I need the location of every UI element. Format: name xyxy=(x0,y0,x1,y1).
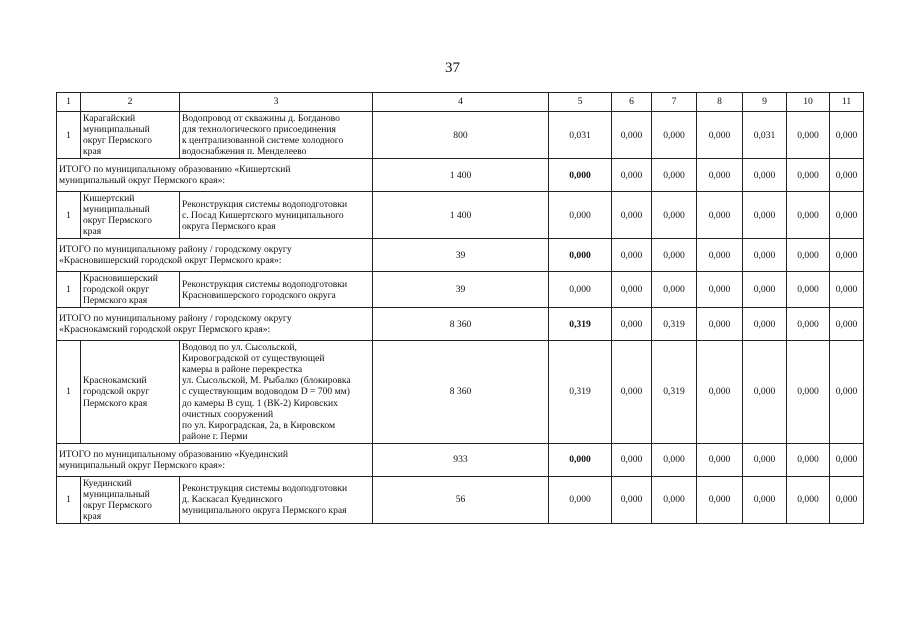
value-cell-c11: 0,000 xyxy=(830,443,864,476)
value-cell-c11: 0,000 xyxy=(830,192,864,239)
value-cell-c4: 39 xyxy=(373,239,549,272)
object-cell: Реконструкция системы водоподготовки с. Посад Кишертского муниципального округа Пермского края xyxy=(180,192,373,239)
header-row xyxy=(57,93,864,112)
value-cell-c5: 0,000 xyxy=(549,476,612,523)
value-cell-c8: 0,000 xyxy=(697,112,743,159)
value-cell-c11: 0,000 xyxy=(830,476,864,523)
value-cell-c8: 0,000 xyxy=(697,308,743,341)
municipality-cell: Красновишерский городской округ Пермского края xyxy=(81,272,180,308)
municipality-cell: Куединский муниципальный округ Пермского края xyxy=(81,476,180,523)
table-row xyxy=(57,112,864,159)
value-cell-c10: 0,000 xyxy=(787,272,830,308)
subtotal-label: ИТОГО по муниципальному району / городскому округу «Краснокамский городской округ Пермского края»: xyxy=(57,308,373,341)
value-cell-c10: 0,000 xyxy=(787,159,830,192)
row-number: 1 xyxy=(57,112,81,159)
value-cell-c4: 56 xyxy=(373,476,549,523)
object-cell: Реконструкция системы водоподготовки Красновишерского городского округа xyxy=(180,272,373,308)
value-cell-c10: 0,000 xyxy=(787,443,830,476)
column-header: 8 xyxy=(697,93,743,112)
value-cell-c4: 8 360 xyxy=(373,308,549,341)
object-cell: Водопровод от скважины д. Богданово для технологического присоединения к централизованной системе холодного водоснабжения п. Менделеево xyxy=(180,112,373,159)
value-cell-c8: 0,000 xyxy=(697,159,743,192)
value-cell-c4: 933 xyxy=(373,443,549,476)
value-cell-c4: 1 400 xyxy=(373,192,549,239)
subtotal-row xyxy=(57,443,864,476)
column-header: 2 xyxy=(81,93,180,112)
value-cell-c7: 0,000 xyxy=(652,239,697,272)
column-header: 1 xyxy=(57,93,81,112)
column-header: 9 xyxy=(743,93,787,112)
row-number: 1 xyxy=(57,476,81,523)
value-cell-c5: 0,000 xyxy=(549,192,612,239)
value-cell-c6: 0,000 xyxy=(612,192,652,239)
table-row xyxy=(57,476,864,523)
municipality-cell: Карагайский муниципальный округ Пермского края xyxy=(81,112,180,159)
value-cell-c11: 0,000 xyxy=(830,112,864,159)
object-cell: Водовод по ул. Сысольской, Кировоградской от существующей камеры в районе перекрестка ул. Сысольской, М. Рыбалко (блокировка с существующим водоводом D = 700 мм) до камеры В сущ. 1 (ВК-2) Кировских очистных сооружений по ул. Кироградская, 2а, в Кировском районе г. Перми xyxy=(180,341,373,443)
column-header: 11 xyxy=(830,93,864,112)
value-cell-c8: 0,000 xyxy=(697,341,743,443)
value-cell-c4: 8 360 xyxy=(373,341,549,443)
data-table xyxy=(56,92,864,524)
row-number: 1 xyxy=(57,272,81,308)
value-cell-c9: 0,000 xyxy=(743,341,787,443)
value-cell-c7: 0,319 xyxy=(652,341,697,443)
column-header: 3 xyxy=(180,93,373,112)
column-header: 4 xyxy=(373,93,549,112)
value-cell-c6: 0,000 xyxy=(612,272,652,308)
row-number: 1 xyxy=(57,192,81,239)
value-cell-c5: 0,031 xyxy=(549,112,612,159)
value-cell-c9: 0,000 xyxy=(743,159,787,192)
value-cell-c7: 0,000 xyxy=(652,112,697,159)
value-cell-c5: 0,000 xyxy=(549,443,612,476)
municipality-cell: Краснокамский городской округ Пермского края xyxy=(81,341,180,443)
value-cell-c5: 0,319 xyxy=(549,341,612,443)
value-cell-c5: 0,319 xyxy=(549,308,612,341)
value-cell-c9: 0,000 xyxy=(743,308,787,341)
value-cell-c9: 0,000 xyxy=(743,272,787,308)
subtotal-label: ИТОГО по муниципальному району / городскому округу «Красновишерский городской округ Пермского края»: xyxy=(57,239,373,272)
value-cell-c8: 0,000 xyxy=(697,192,743,239)
table-row xyxy=(57,272,864,308)
value-cell-c6: 0,000 xyxy=(612,112,652,159)
value-cell-c7: 0,000 xyxy=(652,192,697,239)
value-cell-c5: 0,000 xyxy=(549,272,612,308)
table-row xyxy=(57,192,864,239)
subtotal-row xyxy=(57,159,864,192)
value-cell-c10: 0,000 xyxy=(787,308,830,341)
column-header: 6 xyxy=(612,93,652,112)
value-cell-c11: 0,000 xyxy=(830,341,864,443)
page-number: 37 xyxy=(445,60,460,76)
value-cell-c9: 0,000 xyxy=(743,443,787,476)
value-cell-c10: 0,000 xyxy=(787,476,830,523)
value-cell-c7: 0,000 xyxy=(652,159,697,192)
value-cell-c4: 800 xyxy=(373,112,549,159)
value-cell-c5: 0,000 xyxy=(549,239,612,272)
value-cell-c6: 0,000 xyxy=(612,476,652,523)
value-cell-c11: 0,000 xyxy=(830,159,864,192)
value-cell-c9: 0,000 xyxy=(743,476,787,523)
value-cell-c10: 0,000 xyxy=(787,341,830,443)
value-cell-c9: 0,000 xyxy=(743,192,787,239)
row-number: 1 xyxy=(57,341,81,443)
table-row xyxy=(57,341,864,443)
value-cell-c11: 0,000 xyxy=(830,308,864,341)
value-cell-c7: 0,000 xyxy=(652,443,697,476)
subtotal-label: ИТОГО по муниципальному образованию «Куединский муниципальный округ Пермского края»: xyxy=(57,443,373,476)
value-cell-c4: 1 400 xyxy=(373,159,549,192)
value-cell-c11: 0,000 xyxy=(830,239,864,272)
value-cell-c6: 0,000 xyxy=(612,308,652,341)
value-cell-c10: 0,000 xyxy=(787,239,830,272)
subtotal-label: ИТОГО по муниципальному образованию «Кишертский муниципальный округ Пермского края»: xyxy=(57,159,373,192)
value-cell-c6: 0,000 xyxy=(612,341,652,443)
column-header: 10 xyxy=(787,93,830,112)
value-cell-c8: 0,000 xyxy=(697,272,743,308)
value-cell-c8: 0,000 xyxy=(697,443,743,476)
object-cell: Реконструкция системы водоподготовки д. Каскасал Куединского муниципального округа Пермского края xyxy=(180,476,373,523)
value-cell-c8: 0,000 xyxy=(697,239,743,272)
value-cell-c6: 0,000 xyxy=(612,443,652,476)
subtotal-row xyxy=(57,239,864,272)
value-cell-c10: 0,000 xyxy=(787,112,830,159)
column-header: 5 xyxy=(549,93,612,112)
value-cell-c7: 0,319 xyxy=(652,308,697,341)
value-cell-c7: 0,000 xyxy=(652,476,697,523)
value-cell-c6: 0,000 xyxy=(612,239,652,272)
value-cell-c7: 0,000 xyxy=(652,272,697,308)
value-cell-c11: 0,000 xyxy=(830,272,864,308)
municipality-cell: Кишертский муниципальный округ Пермского края xyxy=(81,192,180,239)
column-header: 7 xyxy=(652,93,697,112)
value-cell-c10: 0,000 xyxy=(787,192,830,239)
value-cell-c9: 0,031 xyxy=(743,112,787,159)
value-cell-c9: 0,000 xyxy=(743,239,787,272)
value-cell-c8: 0,000 xyxy=(697,476,743,523)
value-cell-c5: 0,000 xyxy=(549,159,612,192)
value-cell-c6: 0,000 xyxy=(612,159,652,192)
subtotal-row xyxy=(57,308,864,341)
value-cell-c4: 39 xyxy=(373,272,549,308)
